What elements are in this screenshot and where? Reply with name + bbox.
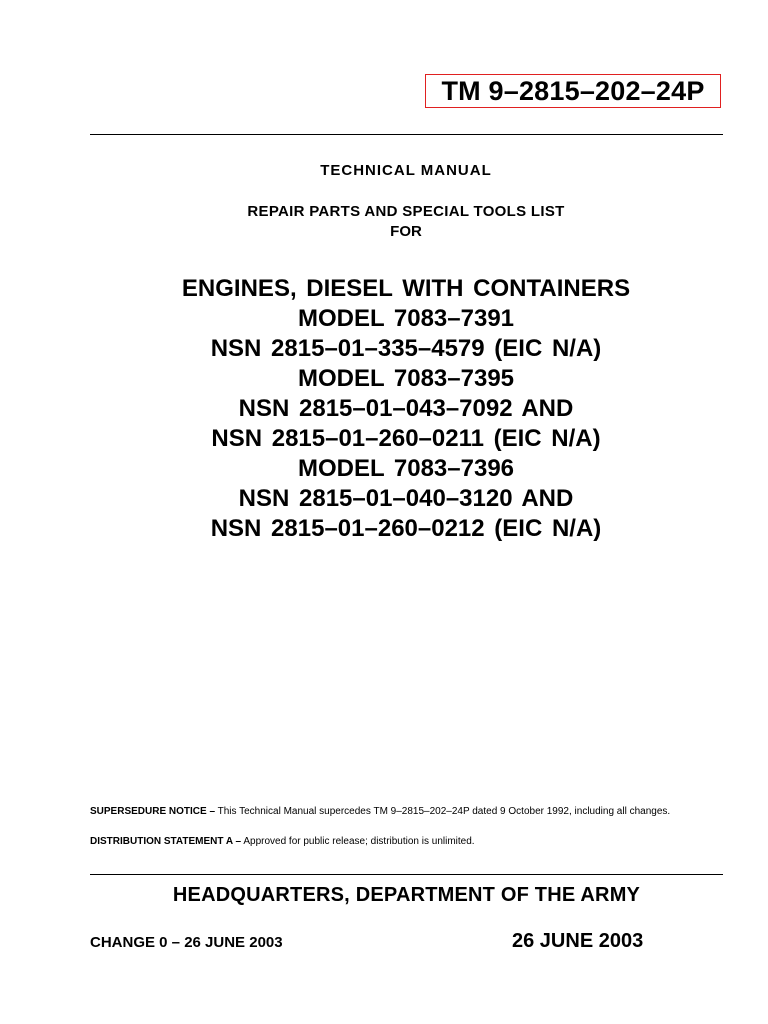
cover-title xyxy=(0,274,768,544)
distribution-statement xyxy=(90,836,475,848)
title-line: ENGINES, DIESEL WITH CONTAINERS xyxy=(181,275,631,302)
subtitle-line-1: REPAIR PARTS AND SPECIAL TOOLS LIST xyxy=(247,203,565,220)
distribution-statement-label: DISTRIBUTION STATEMENT A – xyxy=(90,836,242,847)
title-line: NSN 2815–01–260–0211 (EIC N/A) xyxy=(211,425,601,452)
subtitle-line-2: FOR xyxy=(390,223,422,240)
change-number: CHANGE 0 – 26 JUNE 2003 xyxy=(90,934,283,951)
distribution-statement-text: Approved for public release; distribution is unlimited. xyxy=(241,836,475,847)
title-line: MODEL 7083–7396 xyxy=(297,455,515,482)
title-line: NSN 2815–01–260–0212 (EIC N/A) xyxy=(210,515,602,542)
title-line: NSN 2815–01–043–7092 AND xyxy=(238,395,574,422)
supersedure-notice-text: This Technical Manual supercedes TM 9–2815–202–24P dated 9 October 1992, including all changes. xyxy=(215,806,671,817)
top-divider xyxy=(90,134,723,135)
headquarters-line: HEADQUARTERS, DEPARTMENT OF THE ARMY xyxy=(172,884,641,906)
document-type-label: TECHNICAL MANUAL xyxy=(320,162,492,179)
publication-date: 26 JUNE 2003 xyxy=(512,930,644,952)
title-line: MODEL 7083–7395 xyxy=(297,365,515,392)
supersedure-notice xyxy=(90,806,670,818)
title-line: MODEL 7083–7391 xyxy=(297,305,515,332)
title-line: NSN 2815–01–040–3120 AND xyxy=(238,485,574,512)
supersedure-notice-label: SUPERSEDURE NOTICE – xyxy=(90,806,216,817)
tm-number-box: TM 9–2815–202–24P xyxy=(425,74,721,108)
title-line: NSN 2815–01–335–4579 (EIC N/A) xyxy=(210,335,602,362)
bottom-divider xyxy=(90,874,723,875)
